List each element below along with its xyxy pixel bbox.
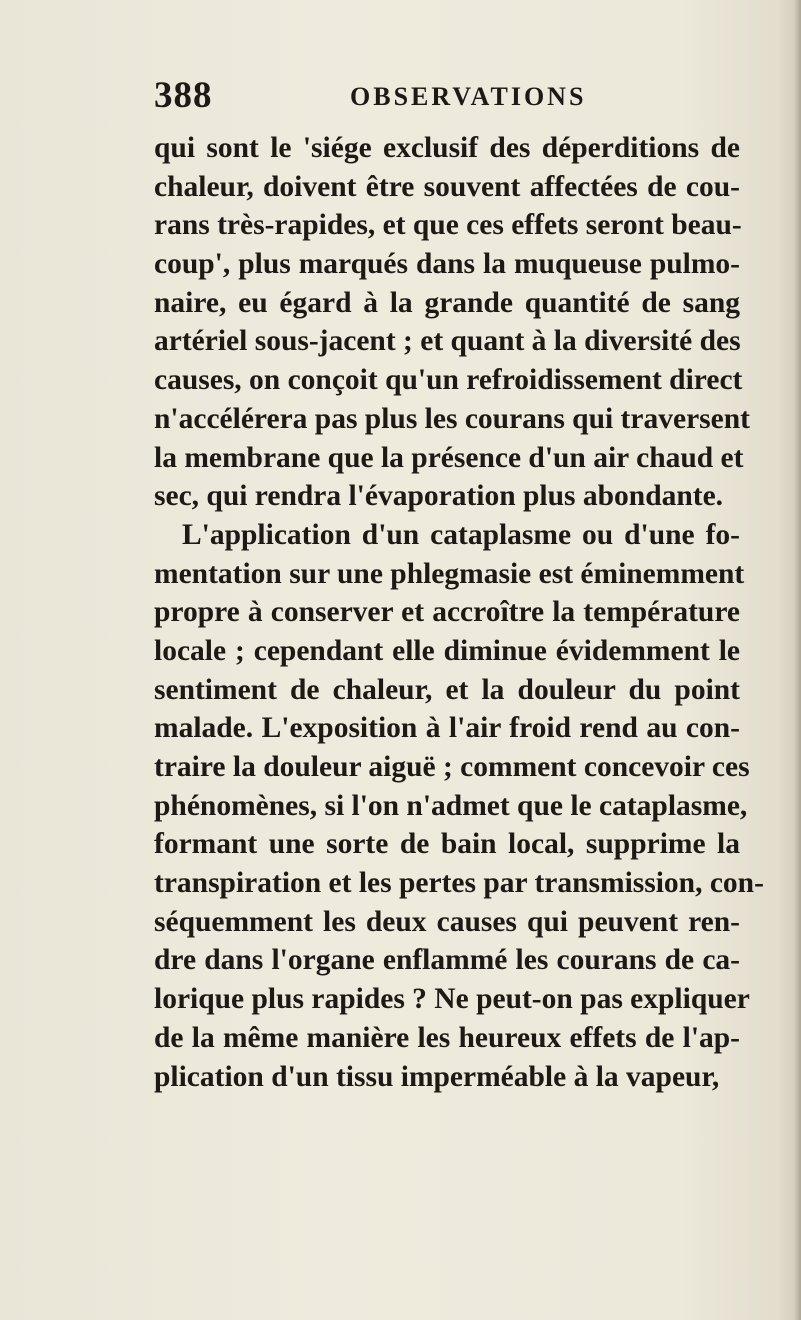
text-line: formant une sorte de bain local, supprime la <box>154 828 740 861</box>
page-header <box>154 74 614 118</box>
text-line: transpiration et les pertes par transmission, con- <box>154 867 764 900</box>
text-line: rans très-rapides, et que ces effets seront beau- <box>154 209 742 242</box>
text-line: naire, eu égard à la grande quantité de sang <box>154 286 740 319</box>
text-line: mentation sur une phlegmasie est éminemment <box>154 557 745 590</box>
text-line: sentiment de chaleur, et la douleur du point <box>154 673 740 706</box>
text-line: de la même manière les heureux effets de l'ap- <box>154 1021 740 1054</box>
text-line: la membrane que la présence d'un air chaud et <box>154 441 744 474</box>
text-line: phénomènes, si l'on n'admet que le cataplasme, <box>154 789 748 822</box>
text-line: lorique plus rapides ? Ne peut-on pas expliquer <box>154 983 750 1016</box>
text-line: propre à conserver et accroître la température <box>154 596 740 629</box>
text-line: séquemment les deux causes qui peuvent ren- <box>154 905 740 938</box>
text-line: plication d'un tissu imperméable à la vapeur, <box>154 1060 720 1093</box>
body-text <box>154 129 764 1096</box>
text-line: locale ; cependant elle diminue évidemment le <box>154 634 740 667</box>
text-line: malade. L'exposition à l'air froid rend au con- <box>154 712 740 745</box>
text-line: dre dans l'organe enflammé les courans de ca- <box>154 944 740 977</box>
page-number: 388 <box>154 75 213 116</box>
text-line: chaleur, doivent être souvent affectées de cou- <box>154 170 740 203</box>
text-line: n'accélérera pas plus les courans qui traversent <box>154 402 750 435</box>
running-head: OBSERVATIONS <box>350 82 587 111</box>
text-line: artériel sous-jacent ; et quant à la diversité des <box>154 325 741 358</box>
text-line: sec, qui rendra l'évaporation plus abondante. <box>154 480 724 513</box>
text-line: qui sont le 'siége exclusif des déperditions de <box>154 132 740 164</box>
text-line: coup', plus marqués dans la muqueuse pulmo- <box>154 248 740 281</box>
text-line: traire la douleur aiguë ; comment concevoir ces <box>154 751 750 783</box>
page-edge-shadow <box>794 0 801 1320</box>
text-line: L'application d'un cataplasme ou d'une fo- <box>182 518 740 551</box>
text-line: causes, on conçoit qu'un refroidissement direct <box>154 364 743 397</box>
